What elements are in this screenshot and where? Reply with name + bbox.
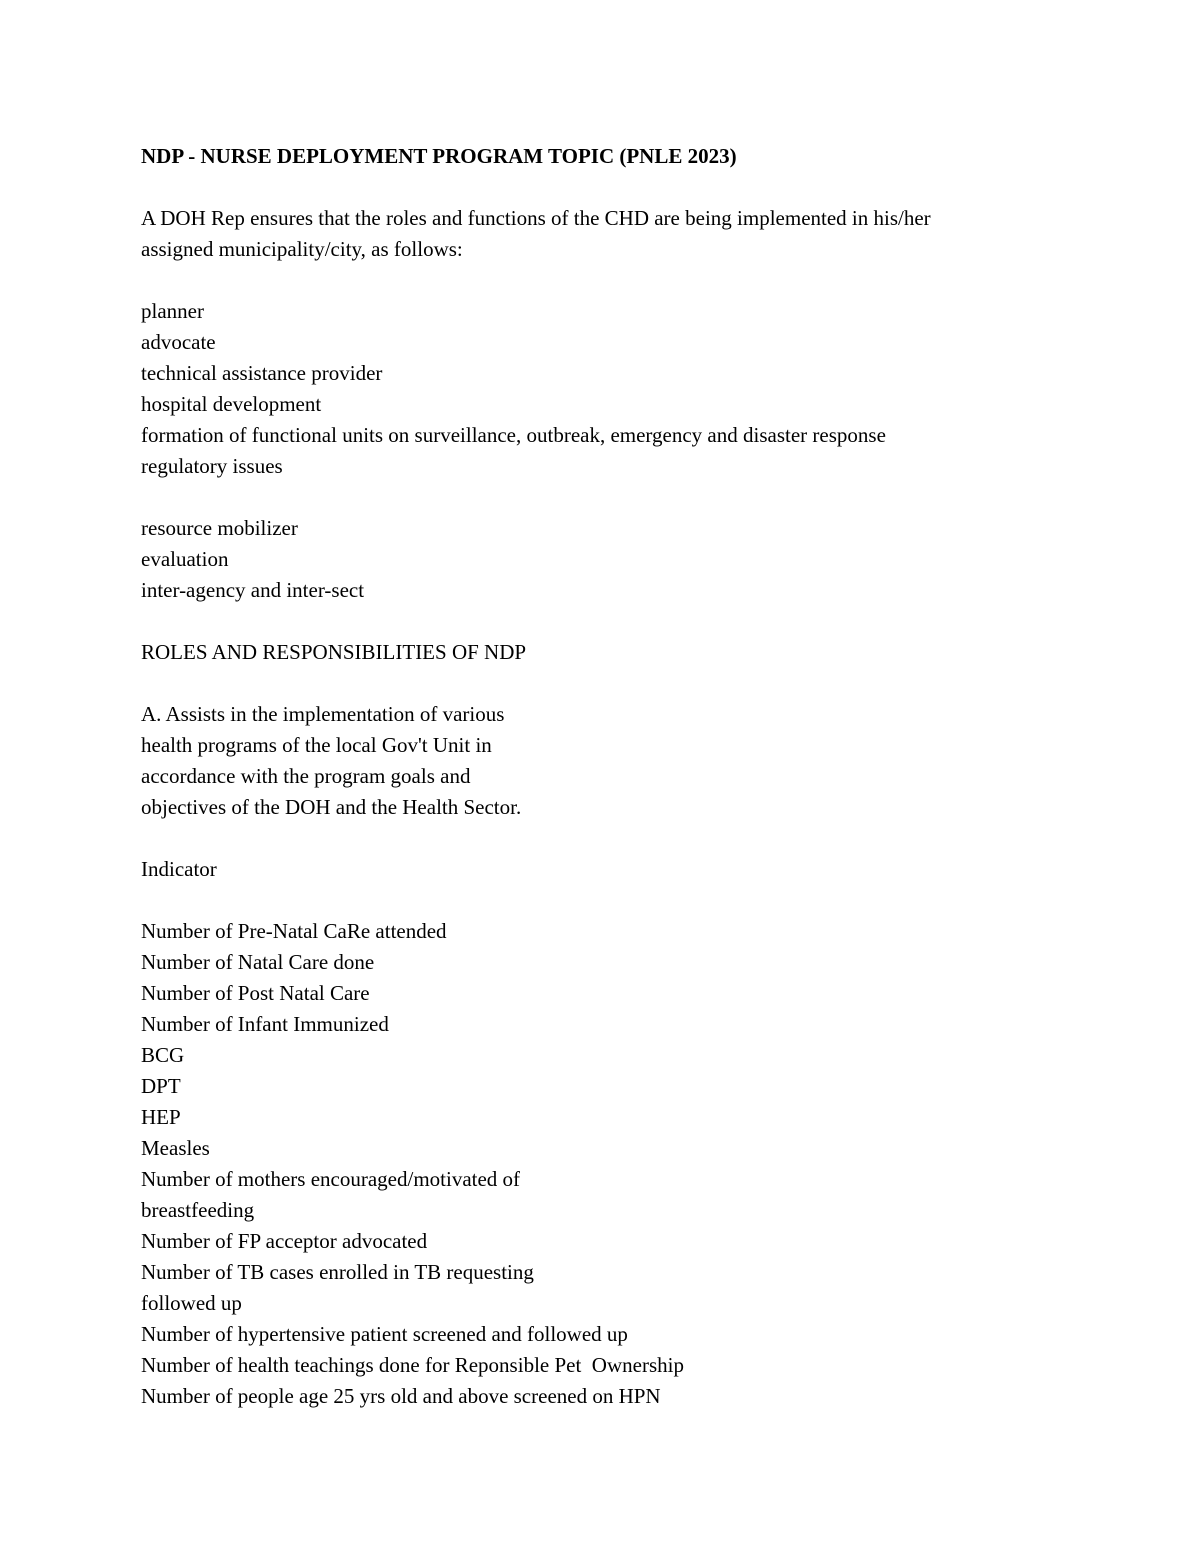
indicator-item: Number of Pre-Natal CaRe attended: [141, 919, 447, 943]
role-item: hospital development: [141, 392, 322, 416]
indicator-item: Number of hypertensive patient screened and followed up: [141, 1322, 628, 1346]
indicator-item: BCG: [141, 1043, 185, 1067]
intro-line: A DOH Rep ensures that the roles and functions of the CHD are being implemented in his/her: [141, 206, 931, 230]
blank-line: [141, 606, 1101, 637]
blank-line: [141, 172, 1101, 203]
blank-line: [141, 885, 1101, 916]
role-item: technical assistance provider: [141, 361, 383, 385]
section-heading: ROLES AND RESPONSIBILITIES OF NDP: [141, 640, 527, 664]
document-title: NDP - NURSE DEPLOYMENT PROGRAM TOPIC (PNLE 2023): [141, 144, 737, 168]
role-item: inter-agency and inter-sect: [141, 578, 365, 602]
indicator-item: Number of Infant Immunized: [141, 1012, 389, 1036]
indicator-item: Number of Post Natal Care: [141, 981, 370, 1005]
role-item: planner: [141, 299, 204, 323]
paragraph-a-line: A. Assists in the implementation of various: [141, 702, 505, 726]
role-item: resource mobilizer: [141, 516, 298, 540]
indicator-item: Number of FP acceptor advocated: [141, 1229, 428, 1253]
blank-line: [141, 482, 1101, 513]
indicator-item: Number of mothers encouraged/motivated of: [141, 1167, 521, 1191]
role-item: regulatory issues: [141, 454, 283, 478]
paragraph-a-line: health programs of the local Gov't Unit in: [141, 733, 492, 757]
document-body: [141, 141, 1101, 1412]
indicator-item: Number of people age 25 yrs old and above screened on HPN: [141, 1384, 661, 1408]
role-item: advocate: [141, 330, 216, 354]
role-item: evaluation: [141, 547, 229, 571]
paragraph-a-line: objectives of the DOH and the Health Sector.: [141, 795, 522, 819]
blank-line: [141, 668, 1101, 699]
indicator-item: HEP: [141, 1105, 181, 1129]
indicator-item: breastfeeding: [141, 1198, 255, 1222]
indicator-item: Number of health teachings done for Reponsible Pet Ownership: [141, 1353, 684, 1377]
indicator-item: Measles: [141, 1136, 210, 1160]
paragraph-a-line: accordance with the program goals and: [141, 764, 471, 788]
blank-line: [141, 265, 1101, 296]
indicator-item: DPT: [141, 1074, 181, 1098]
role-item: formation of functional units on surveillance, outbreak, emergency and disaster response: [141, 423, 886, 447]
intro-line: assigned municipality/city, as follows:: [141, 237, 463, 261]
indicator-heading: Indicator: [141, 857, 217, 881]
indicator-item: Number of Natal Care done: [141, 950, 375, 974]
blank-line: [141, 823, 1101, 854]
indicator-item: followed up: [141, 1291, 242, 1315]
indicator-item: Number of TB cases enrolled in TB requesting: [141, 1260, 534, 1284]
